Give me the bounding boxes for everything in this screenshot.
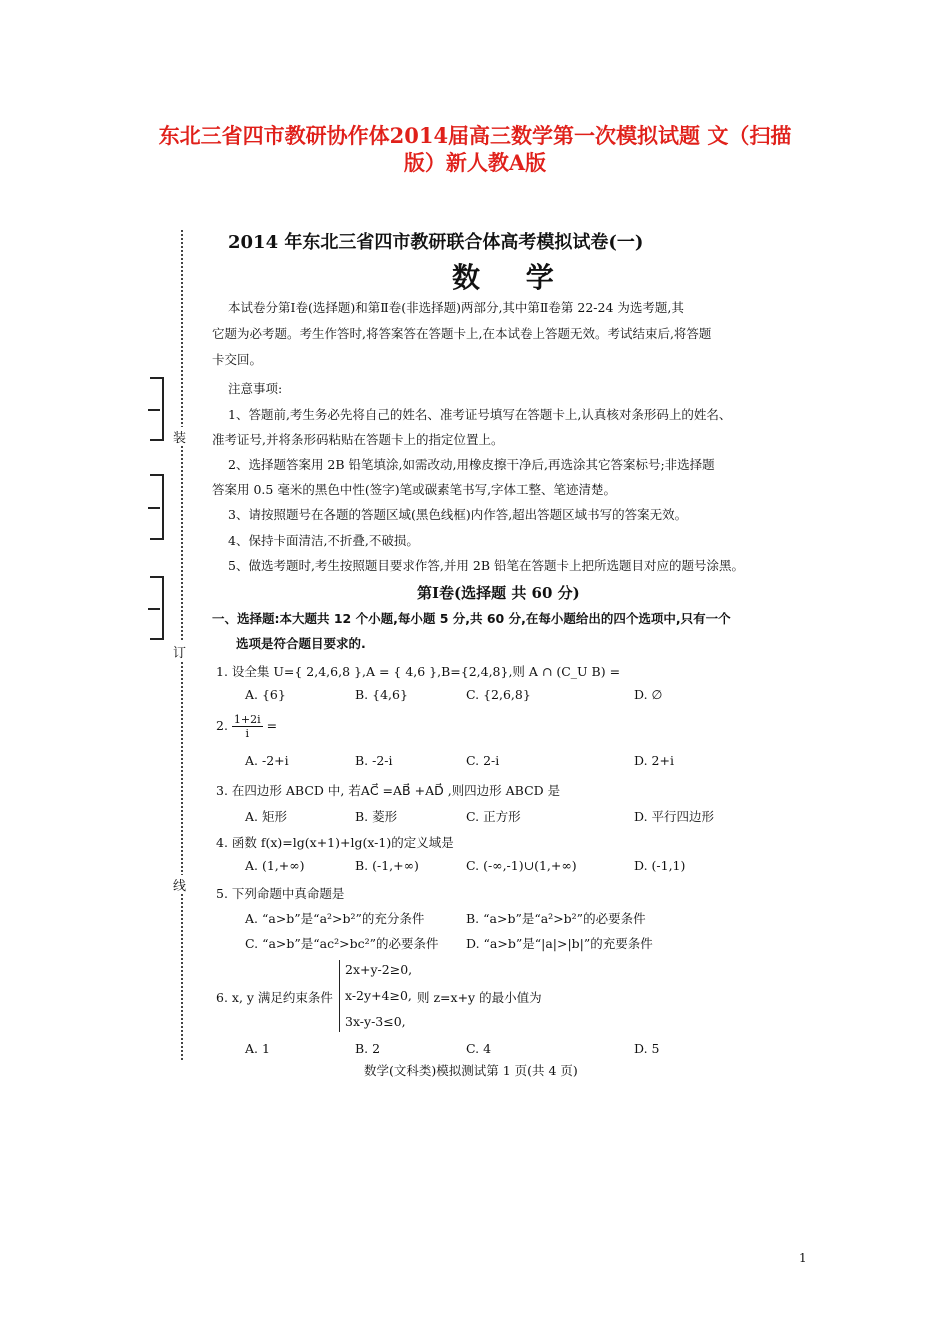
q3-option-b: B. 菱形: [355, 809, 398, 824]
section-intro: 一、选择题:本大题共 12 个小题,每小题 5 分,共 60 分,在每小题给出的四个选项中,只有一个: [212, 611, 731, 626]
binding-bracket: [150, 474, 164, 540]
q6-option-d: D. 5: [634, 1041, 660, 1056]
notice-heading: 注意事项:: [228, 381, 283, 396]
intro-line: 本试卷分第Ⅰ卷(选择题)和第Ⅱ卷(非选择题)两部分,其中第Ⅱ卷第 22-24 为选考题,其: [228, 300, 684, 315]
q4-option-c: C. (-∞,-1)∪(1,+∞): [466, 858, 577, 873]
q5-option-c: C. “a>b”是“ac²>bc²”的必要条件: [245, 936, 439, 951]
constraint-line: 3x-y-3≤0,: [345, 1014, 406, 1029]
q3-option-d: D. 平行四边形: [634, 809, 715, 824]
question-4-stem: 4. 函数 f(x)=lg(x+1)+lg(x-1)的定义域是: [216, 835, 454, 850]
side-label-xian: 线: [173, 875, 186, 894]
constraint-line: x-2y+4≥0,: [345, 988, 412, 1003]
part1-heading: 第Ⅰ卷(选择题 共 60 分): [417, 584, 580, 602]
q4-option-d: D. (-1,1): [634, 858, 686, 873]
question-2-stem: 2. $\frac{1+2i}{i}$ =: [216, 713, 278, 740]
q1-option-d: D. ∅: [634, 687, 663, 702]
fraction: $\frac{1+2i}{i}$: [233, 713, 261, 740]
section-intro: 选项是符合题目要求的.: [236, 636, 366, 651]
q4-option-a: A. (1,+∞): [245, 858, 305, 873]
question-1-stem: 1. 设全集 U={ 2,4,6,8 },A = { 4,6 },B={2,4,8},则 A ∩ (C_U B) =: [216, 664, 621, 679]
q3-option-a: A. 矩形: [245, 809, 287, 824]
side-label-ding: 订: [173, 642, 186, 661]
q5-option-b: B. “a>b”是“a²>b²”的必要条件: [466, 911, 646, 926]
notice-line: 答案用 0.5 毫米的黑色中性(签字)笔或碳素笔书写,字体工整、笔迹清楚。: [212, 482, 617, 497]
notice-line: 4、保持卡面清洁,不折叠,不破损。: [228, 533, 419, 548]
q4-option-b: B. (-1,+∞): [355, 858, 419, 873]
binding-bracket: [150, 576, 164, 640]
document-title: [0, 122, 950, 176]
q6-option-b: B. 2: [355, 1041, 381, 1056]
q5-option-d: D. “a>b”是“|a|>|b|”的充要条件: [466, 936, 653, 951]
q1-option-b: B. {4,6}: [355, 687, 408, 702]
intro-line: 卡交回。: [212, 352, 263, 367]
q6-option-a: A. 1: [245, 1041, 270, 1056]
exam-title: 2014 年东北三省四市教研联合体高考模拟试卷(一): [228, 232, 644, 253]
question-6-suffix: 则 z=x+y 的最小值为: [417, 990, 542, 1005]
question-6-prefix: 6. x, y 满足约束条件: [216, 990, 333, 1005]
q5-option-a: A. “a>b”是“a²>b²”的充分条件: [245, 911, 425, 926]
question-5-stem: 5. 下列命题中真命题是: [216, 886, 345, 901]
notice-line: 3、请按照题号在各题的答题区域(黑色线框)内作答,超出答题区域书写的答案无效。: [228, 507, 688, 522]
q2-option-b: B. -2-i: [355, 753, 393, 768]
exam-page-footer: 数学(文科类)模拟测试第 1 页(共 4 页): [364, 1063, 578, 1078]
q6-option-c: C. 4: [466, 1041, 492, 1056]
notice-line: 准考证号,并将条形码粘贴在答题卡上的指定位置上。: [212, 432, 504, 447]
notice-line: 2、选择题答案用 2B 铅笔填涂,如需改动,用橡皮擦干净后,再选涂其它答案标号;非选择题: [228, 457, 715, 472]
intro-line: 它题为必考题。考生作答时,将答案答在答题卡上,在本试卷上答题无效。考试结束后,将答题: [212, 326, 712, 341]
q2-option-c: C. 2-i: [466, 753, 500, 768]
constraint-line: 2x+y-2≥0,: [345, 962, 413, 977]
document-title-line1: 东北三省四市教研协作体2014届高三数学第一次模拟试题 文（扫描: [158, 123, 792, 148]
q3-option-c: C. 正方形: [466, 809, 521, 824]
side-label-zhuang: 装: [173, 427, 186, 446]
page-number: 1: [799, 1251, 807, 1265]
notice-line: 1、答题前,考生务必先将自己的姓名、准考证号填写在答题卡上,认真核对条形码上的姓名、: [228, 407, 732, 422]
question-3-stem: 3. 在四边形 ABCD 中, 若AC⃗ =AB⃗ +AD⃗ ,则四边形 ABCD 是: [216, 783, 561, 798]
exam-subject: 数 学: [452, 261, 572, 294]
q1-option-a: A. {6}: [245, 687, 286, 702]
q2-option-a: A. -2+i: [245, 753, 289, 768]
notice-line: 5、做选考题时,考生按照题目要求作答,并用 2B 铅笔在答题卡上把所选题目对应的题号涂黑。: [228, 558, 744, 573]
binding-bracket: [150, 377, 164, 441]
q1-option-c: C. {2,6,8}: [466, 687, 531, 702]
q2-option-d: D. 2+i: [634, 753, 674, 768]
document-title-line2: 版）新人教A版: [403, 150, 547, 175]
